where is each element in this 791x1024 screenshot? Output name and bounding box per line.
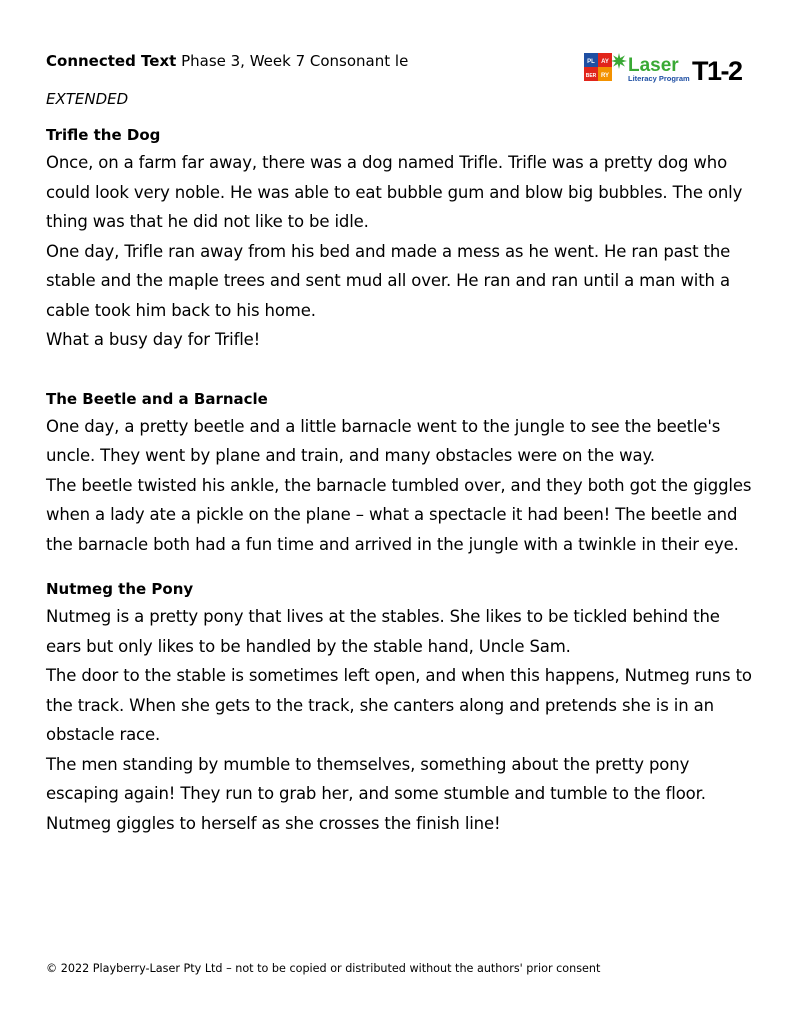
- header-topic: Phase 3, Week 7 Consonant le: [176, 52, 409, 70]
- starburst-icon: [611, 53, 627, 69]
- logo-subtitle: Literacy Program: [628, 74, 690, 83]
- header-label: Connected Text: [46, 52, 177, 70]
- playberry-laser-logo: [584, 49, 746, 87]
- story-paragraph: One day, Trifle ran away from his bed and made a mess as he went. He ran past the stable and the maple trees and sent mud all over. He ran and ran until a man with a cable took him back to his home.: [46, 241, 731, 320]
- logo-block-text: PL: [587, 59, 595, 65]
- story-paragraph: The beetle twisted his ankle, the barnacle tumbled over, and they both got the giggles when a lady ate a pickle on the plane – what a spectacle it had been! The beetle and the barnacle both had a fun time and arrived in the jungle with a twinkle in their eye.: [46, 475, 752, 554]
- story-paragraph: Once, on a farm far away, there was a dog named Trifle. Trifle was a pretty dog who could look very noble. He was able to eat bubble gum and blow big bubbles. The only thing was that he did not like to be idle.: [46, 153, 743, 231]
- stories: [46, 124, 758, 857]
- logo-block-text: RY: [600, 73, 610, 79]
- copyright-footer: © 2022 Playberry-Laser Pty Ltd – not to be copied or distributed without the authors' prior consent: [46, 962, 601, 975]
- logo-block-text: BER: [585, 73, 597, 79]
- story-paragraph: One day, a pretty beetle and a little barnacle went to the jungle to see the beetle's uncle. They went by plane and train, and many obstacles were on the way.: [46, 416, 721, 465]
- story-paragraph: Nutmeg is a pretty pony that lives at the stables. She likes to be tickled behind the ears but only likes to be handled by the stable hand, Uncle Sam.: [46, 607, 720, 656]
- story-title: The Beetle and a Barnacle: [46, 389, 268, 408]
- logo-level: T1-2: [692, 56, 742, 86]
- story-trifle-the-dog: [46, 124, 758, 355]
- logo-word: Laser: [628, 55, 679, 76]
- story-paragraph: The men standing by mumble to themselves, something about the pretty pony escaping again! They run to grab her, and some stumble and tumble to the floor. Nutmeg giggles to herself as she crosses the finish line!: [46, 754, 706, 833]
- story-title: Nutmeg the Pony: [46, 580, 194, 598]
- subtitle: EXTENDED: [46, 90, 129, 108]
- logo-block-text: AY: [601, 59, 609, 65]
- header-line: [46, 50, 408, 72]
- story-nutmeg-the-pony: [46, 578, 758, 838]
- story-paragraph: The door to the stable is sometimes left open, and when this happens, Nutmeg runs to the track. When she gets to the track, she canters along and pretends she is in an obstacle race.: [46, 666, 752, 744]
- story-paragraph: What a busy day for Trifle!: [46, 330, 261, 349]
- story-beetle-and-barnacle: [46, 388, 758, 560]
- story-title: Trifle the Dog: [46, 126, 161, 144]
